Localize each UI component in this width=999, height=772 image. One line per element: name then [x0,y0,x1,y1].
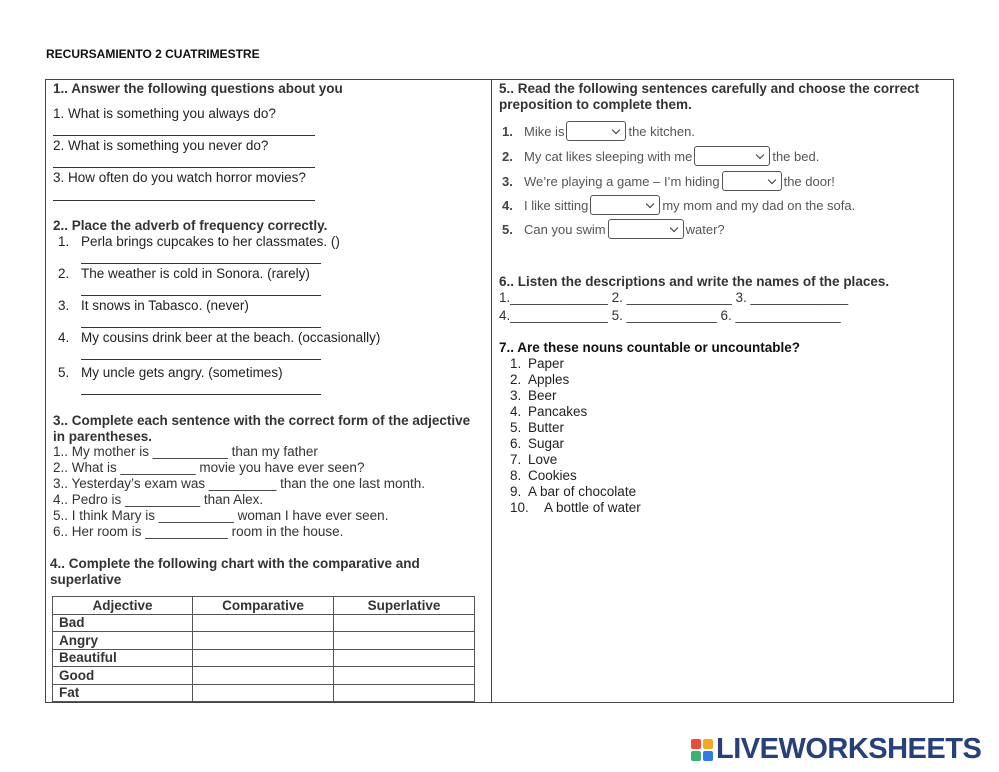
table-row [53,632,475,650]
q5-sentence [502,146,819,166]
q7-heading: 7.. Are these nouns countable or uncountable? [499,340,801,355]
preposition-dropdown[interactable] [566,121,626,141]
preposition-dropdown[interactable] [694,146,770,166]
q5-sentence-after: the kitchen. [628,123,695,139]
q2-item-number: 5. [58,365,70,380]
q3-sentence[interactable]: 5.. I think Mary is __________ woman I have ever seen. [53,508,389,523]
column-header-comparative: Comparative [193,597,334,615]
q5-sentence [502,219,725,239]
q5-sentence-number: 4. [502,197,513,213]
adjective-cell: Good [53,667,193,685]
q7-noun: Apples [528,372,570,387]
q2-answer-line[interactable] [81,327,321,328]
q2-item-text: My cousins drink beer at the beach. (occasionally) [81,330,381,345]
comparative-input-cell[interactable] [193,684,334,702]
q5-sentence-after: the bed. [772,148,820,164]
q7-noun: Pancakes [528,404,588,419]
q1-answer-line[interactable] [53,200,315,201]
q1-answer-line[interactable] [53,167,315,168]
q3-sentence[interactable]: 3.. Yesterday’s exam was _________ than the one last month. [53,476,426,491]
q5-sentence [502,171,835,191]
table-row [53,614,475,632]
q2-answer-line[interactable] [81,359,321,360]
q2-answer-line[interactable] [81,394,321,395]
q7-noun: Love [528,452,558,467]
document-title: RECURSAMIENTO 2 CUATRIMESTRE [46,47,260,61]
comparative-input-cell[interactable] [193,614,334,632]
q5-sentence-number: 5. [502,221,513,237]
superlative-input-cell[interactable] [334,614,475,632]
q1-heading: 1.. Answer the following questions about you [53,81,343,96]
adjective-chart [52,596,475,702]
superlative-input-cell[interactable] [334,632,475,650]
q5-sentence-after: water? [685,221,725,237]
q5-sentence-before: Mike is [524,123,565,139]
q5-sentence-number: 2. [502,148,513,164]
superlative-input-cell[interactable] [334,684,475,702]
logo-icon [691,739,713,761]
q7-item-number: 2. [510,372,522,387]
comparative-input-cell[interactable] [193,632,334,650]
q7-item-number: 9. [510,484,522,499]
q3-sentence[interactable]: 4.. Pedro is __________ than Alex. [53,492,264,507]
q7-noun: A bottle of water [544,500,641,515]
logo-text: LIVEWORKSHEETS [716,733,982,765]
q5-sentence [502,121,695,141]
q6-heading: 6.. Listen the descriptions and write the names of the places. [499,274,890,289]
q2-item-number: 2. [58,266,70,281]
logo-square [703,751,713,761]
q5-heading: 5.. Read the following sentences carefully and choose the correct [499,81,920,96]
table-row [53,684,475,702]
q2-item-text: It snows in Tabasco. (never) [81,298,249,313]
q3-sentence[interactable]: 6.. Her room is ___________ room in the house. [53,524,344,539]
q2-item-text: Perla brings cupcakes to her classmates. () [81,234,340,249]
q6-answer-line[interactable]: 1._____________ 2. ______________ 3. _____________ [499,290,849,305]
logo-square [703,739,713,749]
q5-sentence [502,195,855,215]
adjective-cell: Beautiful [53,649,193,667]
q7-noun: Beer [528,388,557,403]
q3-sentence[interactable]: 2.. What is __________ movie you have ever seen? [53,460,365,475]
q7-item-number: 5. [510,420,522,435]
q7-noun: A bar of chocolate [528,484,637,499]
q5-sentence-after: the door! [783,173,835,189]
q5-sentence-before: My cat likes sleeping with me [524,148,693,164]
q7-noun: Cookies [528,468,577,483]
q2-answer-line[interactable] [81,295,321,296]
table-row [53,667,475,685]
adjective-cell: Angry [53,632,193,650]
comparative-input-cell[interactable] [193,649,334,667]
q2-item-number: 1. [58,234,70,249]
q7-item-number: 8. [510,468,522,483]
q7-noun: Sugar [528,436,565,451]
preposition-dropdown[interactable] [590,195,660,215]
adjective-cell: Bad [53,614,193,632]
adjective-cell: Fat [53,684,193,702]
comparative-input-cell[interactable] [193,667,334,685]
q7-item-number: 6. [510,436,522,451]
q7-item-number: 10. [510,500,529,515]
table-row [53,649,475,667]
column-header-superlative: Superlative [334,597,475,615]
q2-heading: 2.. Place the adverb of frequency correctly. [53,218,328,233]
q1-question: 3. How often do you watch horror movies? [53,170,306,185]
logo-square [691,739,701,749]
q7-item-number: 7. [510,452,522,467]
q7-item-number: 1. [510,356,522,371]
q2-answer-line[interactable] [81,263,321,264]
q5-heading-cont: preposition to complete them. [499,97,692,112]
q5-sentence-before: We’re playing a game – I’m hiding [524,173,720,189]
q5-sentence-after: my mom and my dad on the sofa. [662,197,856,213]
q4-heading-cont: superlative [50,572,122,587]
column-header-adjective: Adjective [53,597,193,615]
q5-sentence-number: 1. [502,123,513,139]
q2-item-text: The weather is cold in Sonora. (rarely) [81,266,310,281]
superlative-input-cell[interactable] [334,667,475,685]
q2-item-number: 3. [58,298,70,313]
q7-noun: Paper [528,356,565,371]
q6-answer-line[interactable]: 4._____________ 5. ____________ 6. ______________ [499,308,841,323]
q2-item-text: My uncle gets angry. (sometimes) [81,365,283,380]
superlative-input-cell[interactable] [334,649,475,667]
q1-answer-line[interactable] [53,135,315,136]
q3-sentence[interactable]: 1.. My mother is __________ than my father [53,444,318,459]
q5-sentence-number: 3. [502,173,513,189]
logo-square [691,751,701,761]
q7-item-number: 4. [510,404,522,419]
liveworksheets-logo[interactable] [691,733,981,766]
q2-item-number: 4. [58,330,70,345]
q4-heading: 4.. Complete the following chart with the comparative and [50,556,420,571]
q1-question: 1. What is something you always do? [53,106,276,121]
q3-heading-cont: in parentheses. [53,429,153,444]
preposition-dropdown[interactable] [608,219,684,239]
column-divider [491,79,492,703]
q7-noun: Butter [528,420,565,435]
preposition-dropdown[interactable] [722,171,782,191]
q5-sentence-before: I like sitting [524,197,589,213]
q3-heading: 3.. Complete each sentence with the correct form of the adjective [53,413,471,428]
q1-question: 2. What is something you never do? [53,138,269,153]
q5-sentence-before: Can you swim [524,221,606,237]
q7-item-number: 3. [510,388,522,403]
